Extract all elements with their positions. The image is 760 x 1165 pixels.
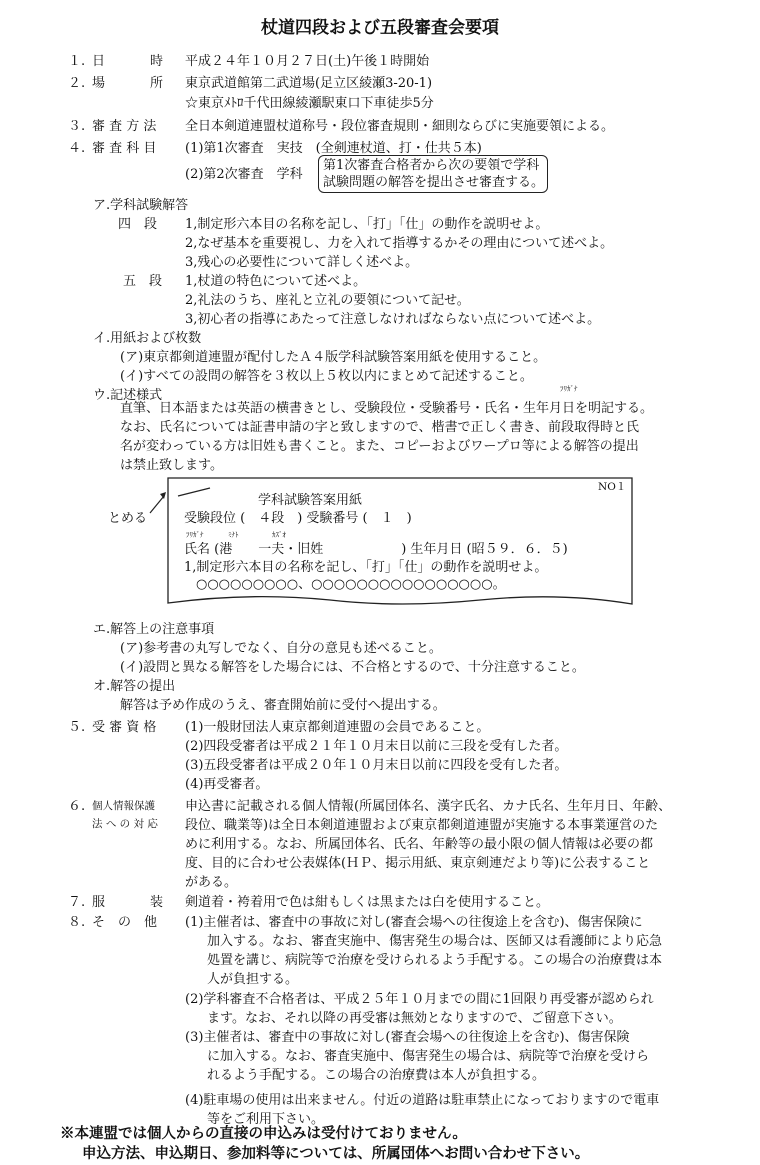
furigana-note: ﾌﾘｶﾞﾅ bbox=[560, 385, 578, 393]
other-3-line-1: (3)主催者は、審査中の事故に対し(審査会場への往復途上を含む)、傷害保険 bbox=[185, 1030, 630, 1045]
attire-text: 剣道着・袴着用で色は紺もしくは黒または白を使用すること。 bbox=[185, 895, 550, 910]
subsection-e-heading: エ.解答上の注意事項 bbox=[93, 622, 215, 637]
section-8-label: そ の 他 bbox=[92, 915, 158, 930]
venue-line-2: ☆東京ﾒﾄﾛ千代田線綾瀬駅東口下車徒歩5分 bbox=[185, 96, 434, 111]
section-6-label-1: 個人情報保護 bbox=[92, 800, 155, 812]
paper-rule-2: (イ)すべての設問の解答を３枚以上５枚以内にまとめて記述すること。 bbox=[120, 369, 533, 384]
section-1-label-b: 時 bbox=[150, 54, 164, 69]
notice-line-2: 申込方法、申込期日、参加料等については、所属団体へお問い合わせ下さい。 bbox=[82, 1145, 590, 1162]
other-1-line-2: 加入する。なお、審査実施中、傷害発生の場合は、医師又は看護師により応急 bbox=[207, 934, 663, 949]
yondan-label: 四 段 bbox=[118, 217, 158, 232]
subject-line-2: (2)第2次審査 学科 bbox=[185, 167, 303, 182]
paper-rule-1: (ア)東京都剣道連盟が配付したＡ４版学科試験答案用紙を使用すること。 bbox=[120, 350, 547, 365]
subsection-i-heading: イ.用紙および枚数 bbox=[93, 331, 202, 346]
section-1-label-a: 日 bbox=[92, 54, 106, 69]
section-4-label: 審 査 科 目 bbox=[92, 141, 157, 156]
godan-label: 五 段 bbox=[123, 274, 163, 289]
other-1-line-3: 処置を講じ、病院等で治療を受けられるよう手配する。この場合の治療費は本 bbox=[207, 953, 663, 968]
section-8-number: ８. bbox=[68, 915, 86, 930]
section-7-label-b: 装 bbox=[150, 895, 164, 910]
other-2-line-2: ます。なお、それ以降の再受審は無効となりますので、ご留意下さい。 bbox=[207, 1011, 622, 1026]
other-4-line-1: (4)駐車場の使用は出来ません。付近の道路は駐車禁止になっておりますので電車 bbox=[185, 1093, 660, 1108]
privacy-line-4: 度、目的に合わせ公表媒体(ＨＰ、掲示用紙、東京剣連だより等)に公表すること bbox=[185, 856, 651, 871]
eligibility-4: (4)再受審者。 bbox=[185, 777, 269, 792]
section-3-label: 審 査 方 法 bbox=[92, 119, 157, 134]
answer-note-2: (イ)設問と異なる解答をした場合には、不合格とするので、十分注意すること。 bbox=[120, 660, 585, 675]
section-2-label-a: 場 bbox=[92, 76, 106, 91]
subsection-a-heading: ア.学科試験解答 bbox=[93, 198, 189, 213]
privacy-line-5: がある。 bbox=[185, 875, 238, 890]
other-4-line-2: 等をご利用下さい。 bbox=[207, 1112, 325, 1127]
section-6-label-2: 法 へ の 対 応 bbox=[92, 818, 158, 830]
page-title: 杖道四段および五段審査会要項 bbox=[261, 18, 499, 38]
yondan-question-2: 2,なぜ基本を重要視し、力を入れて指導するかその理由について述べよ。 bbox=[185, 236, 614, 251]
staple-label: とめる bbox=[108, 511, 148, 526]
answer-note-1: (ア)参考書の丸写しでなく、自分の意見も述べること。 bbox=[120, 641, 442, 656]
notice-line-1: ※本連盟では個人からの直接の申込みは受付けておりません。 bbox=[60, 1125, 467, 1142]
section-2-label-b: 所 bbox=[150, 76, 164, 91]
privacy-line-1: 申込書に記載される個人情報(所属団体名、漢字氏名、カナ氏名、生年月日、年齢、 bbox=[185, 799, 672, 814]
other-1-line-1: (1)主催者は、審査中の事故に対し(審査会場への往復途上を含む)、傷害保険に bbox=[185, 915, 643, 930]
sheet-name-birth-line: 氏名 (港 一夫・旧姓 ) 生年月日 (昭５９．６．５) bbox=[184, 542, 568, 557]
sheet-furigana-label: ﾌﾘｶﾞﾅ bbox=[186, 531, 204, 539]
date-time-text: 平成２４年１０月２７日(土)午後１時開始 bbox=[185, 54, 430, 69]
method-text: 全日本剣道連盟杖道称号・段位審査規則・細則ならびに実施要領による。 bbox=[185, 119, 615, 134]
other-2-line-1: (2)学科審査不合格者は、平成２５年１０月までの間に1回限り再受審が認められ bbox=[185, 992, 654, 1007]
section-4-number: ４. bbox=[68, 141, 86, 156]
yondan-question-1: 1,制定形六本目の名称を記し、「打」「仕」の動作を説明せよ。 bbox=[185, 217, 549, 232]
section-1-number: １. bbox=[68, 54, 86, 69]
other-1-line-4: 人が負担する。 bbox=[207, 972, 299, 987]
eligibility-3: (3)五段受審者は平成２０年１０月末日以前に四段を受有した者。 bbox=[185, 758, 568, 773]
sheet-furigana-surname: ﾐﾅﾄ bbox=[228, 531, 239, 539]
section-6-number: ６. bbox=[68, 799, 86, 814]
sheet-heading: 学科試験答案用紙 bbox=[258, 493, 363, 508]
privacy-line-3: めに利用する。なお、所属団体名、氏名、年齢等の最小限の個人情報は必要の都 bbox=[185, 837, 654, 852]
sheet-number: NO１ bbox=[598, 481, 627, 493]
sheet-rank-number-line: 受験段位 ( ４段 ) 受験番号 ( １ ) bbox=[184, 511, 412, 526]
eligibility-2: (2)四段受審者は平成２１年１０月末日以前に三段を受有した者。 bbox=[185, 739, 568, 754]
submission-text: 解答は予め作成のうえ、審査開始前に受付へ提出する。 bbox=[120, 698, 446, 713]
godan-question-2: 2,礼法のうち、座礼と立礼の要領について記せ。 bbox=[185, 293, 470, 308]
section-5-label: 受 審 資 格 bbox=[92, 720, 157, 735]
yondan-question-3: 3,残心の必要性について詳しく述べよ。 bbox=[185, 255, 419, 270]
section-3-number: ３. bbox=[68, 119, 86, 134]
format-line-1: 直筆、日本語または英語の横書きとし、受験段位・受験番号・氏名・生年月日を明記する。 bbox=[120, 401, 654, 416]
format-line-2: なお、氏名については証書申請の字と致しますので、楷書で正しく書き、前段取得時と氏 bbox=[120, 420, 639, 435]
venue-line-1: 東京武道館第二武道場(足立区綾瀬3-20-1) bbox=[185, 76, 433, 91]
sheet-answer-line: ○○○○○○○○○、○○○○○○○○○○○○○○○○。 bbox=[196, 577, 506, 592]
subsection-o-heading: オ.解答の提出 bbox=[93, 679, 176, 694]
godan-question-3: 3,初心者の指導にあたって注意しなければならない点について述べよ。 bbox=[185, 312, 601, 327]
section-7-number: ７. bbox=[68, 895, 86, 910]
subject-box-line-1: 第1次審査合格者から次の要領で学科 bbox=[323, 158, 540, 173]
section-2-number: ２. bbox=[68, 76, 86, 91]
godan-question-1: 1,杖道の特色について述べよ。 bbox=[185, 274, 367, 289]
sheet-furigana-given: ｶｽﾞｵ bbox=[272, 531, 286, 539]
sheet-question-line: 1,制定形六本目の名称を記し、「打」「仕」の動作を説明せよ。 bbox=[184, 560, 548, 575]
other-3-line-2: に加入する。なお、審査実施中、傷害発生の場合は、病院等で治療を受けら bbox=[207, 1049, 650, 1064]
subject-box-line-2: 試験問題の解答を提出させ審査する。 bbox=[323, 175, 545, 190]
subject-line-1: (1)第1次審査 実技 (全剣連杖道、打・仕共５本) bbox=[185, 141, 482, 156]
section-7-label-a: 服 bbox=[92, 895, 106, 910]
format-line-4: は禁止致します。 bbox=[120, 458, 223, 473]
privacy-line-2: 段位、職業等)は全日本剣道連盟および東京都剣道連盟が実施する本事業運営のた bbox=[185, 818, 659, 833]
section-5-number: ５. bbox=[68, 720, 86, 735]
format-line-3: 名が変わっている方は旧姓も書くこと。また、コピーおよびワープロ等による解答の提出 bbox=[120, 439, 639, 454]
eligibility-1: (1)一般財団法人東京都剣道連盟の会員であること。 bbox=[185, 720, 490, 735]
subsection-u-heading: ウ.記述様式 bbox=[93, 388, 163, 403]
other-3-line-3: れるよう手配する。この場合の治療費は本人が負担する。 bbox=[207, 1068, 546, 1083]
